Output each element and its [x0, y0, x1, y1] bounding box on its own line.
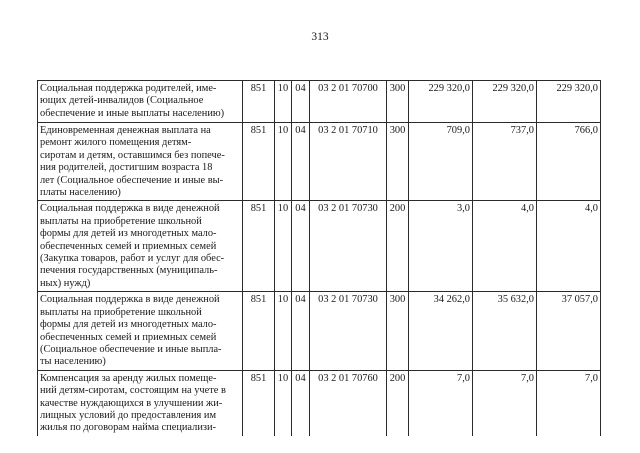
target-code: 03 2 01 70730 — [310, 292, 387, 370]
section-code: 10 — [275, 123, 292, 201]
amount-year-2: 7,0 — [473, 370, 537, 436]
subsection-code: 04 — [292, 123, 310, 201]
subsection-code: 04 — [292, 292, 310, 370]
table-row — [38, 370, 601, 436]
table-row — [38, 81, 601, 123]
ministry-code: 851 — [243, 81, 275, 123]
target-code: 03 2 01 70710 — [310, 123, 387, 201]
amount-year-2: 229 320,0 — [473, 81, 537, 123]
expense-type-code: 300 — [387, 292, 409, 370]
amount-year-2: 737,0 — [473, 123, 537, 201]
row-name: Социальная поддержка родителей, име- ющих детей-инвалидов (Социальное обеспечение и иные выплаты населению) — [38, 81, 243, 123]
amount-year-1: 3,0 — [409, 201, 473, 292]
budget-table — [37, 80, 601, 436]
row-name: Компенсация за аренду жилых помеще- ний детям-сиротам, состоящим на учете в качестве нуждающихся в улучшении жи- лищных условий до предоставления им жилья по договорам найма специализи- — [38, 370, 243, 436]
amount-year-2: 4,0 — [473, 201, 537, 292]
expense-type-code: 200 — [387, 370, 409, 436]
amount-year-3: 229 320,0 — [537, 81, 601, 123]
expense-type-code: 200 — [387, 201, 409, 292]
amount-year-1: 709,0 — [409, 123, 473, 201]
amount-year-1: 34 262,0 — [409, 292, 473, 370]
subsection-code: 04 — [292, 370, 310, 436]
amount-year-3: 4,0 — [537, 201, 601, 292]
target-code: 03 2 01 70700 — [310, 81, 387, 123]
row-name: Социальная поддержка в виде денежной выплаты на приобретение школьной формы для детей из многодетных мало- обеспеченных семей и приемных семей (Закупка товаров, работ и услуг для обес- печения государственных (муниципаль- ных) нужд) — [38, 201, 243, 292]
amount-year-1: 7,0 — [409, 370, 473, 436]
section-code: 10 — [275, 292, 292, 370]
amount-year-2: 35 632,0 — [473, 292, 537, 370]
amount-year-3: 7,0 — [537, 370, 601, 436]
subsection-code: 04 — [292, 81, 310, 123]
table-row — [38, 292, 601, 370]
row-name: Единовременная денежная выплата на ремонт жилого помещения детям- сиротам и детям, оставшимся без попече- ния родителей, достигшим возраста 18 лет (Социальное обеспечение и иные вы- платы населению) — [38, 123, 243, 201]
table-row — [38, 123, 601, 201]
amount-year-3: 37 057,0 — [537, 292, 601, 370]
row-name: Социальная поддержка в виде денежной выплаты на приобретение школьной формы для детей из многодетных мало- обеспеченных семей и приемных семей (Социальное обеспечение и иные выпла- ты населению) — [38, 292, 243, 370]
section-code: 10 — [275, 81, 292, 123]
ministry-code: 851 — [243, 201, 275, 292]
ministry-code: 851 — [243, 370, 275, 436]
section-code: 10 — [275, 201, 292, 292]
table-row — [38, 201, 601, 292]
target-code: 03 2 01 70730 — [310, 201, 387, 292]
expense-type-code: 300 — [387, 81, 409, 123]
expense-type-code: 300 — [387, 123, 409, 201]
subsection-code: 04 — [292, 201, 310, 292]
ministry-code: 851 — [243, 292, 275, 370]
target-code: 03 2 01 70760 — [310, 370, 387, 436]
section-code: 10 — [275, 370, 292, 436]
page-number: 313 — [311, 31, 329, 43]
amount-year-1: 229 320,0 — [409, 81, 473, 123]
ministry-code: 851 — [243, 123, 275, 201]
amount-year-3: 766,0 — [537, 123, 601, 201]
